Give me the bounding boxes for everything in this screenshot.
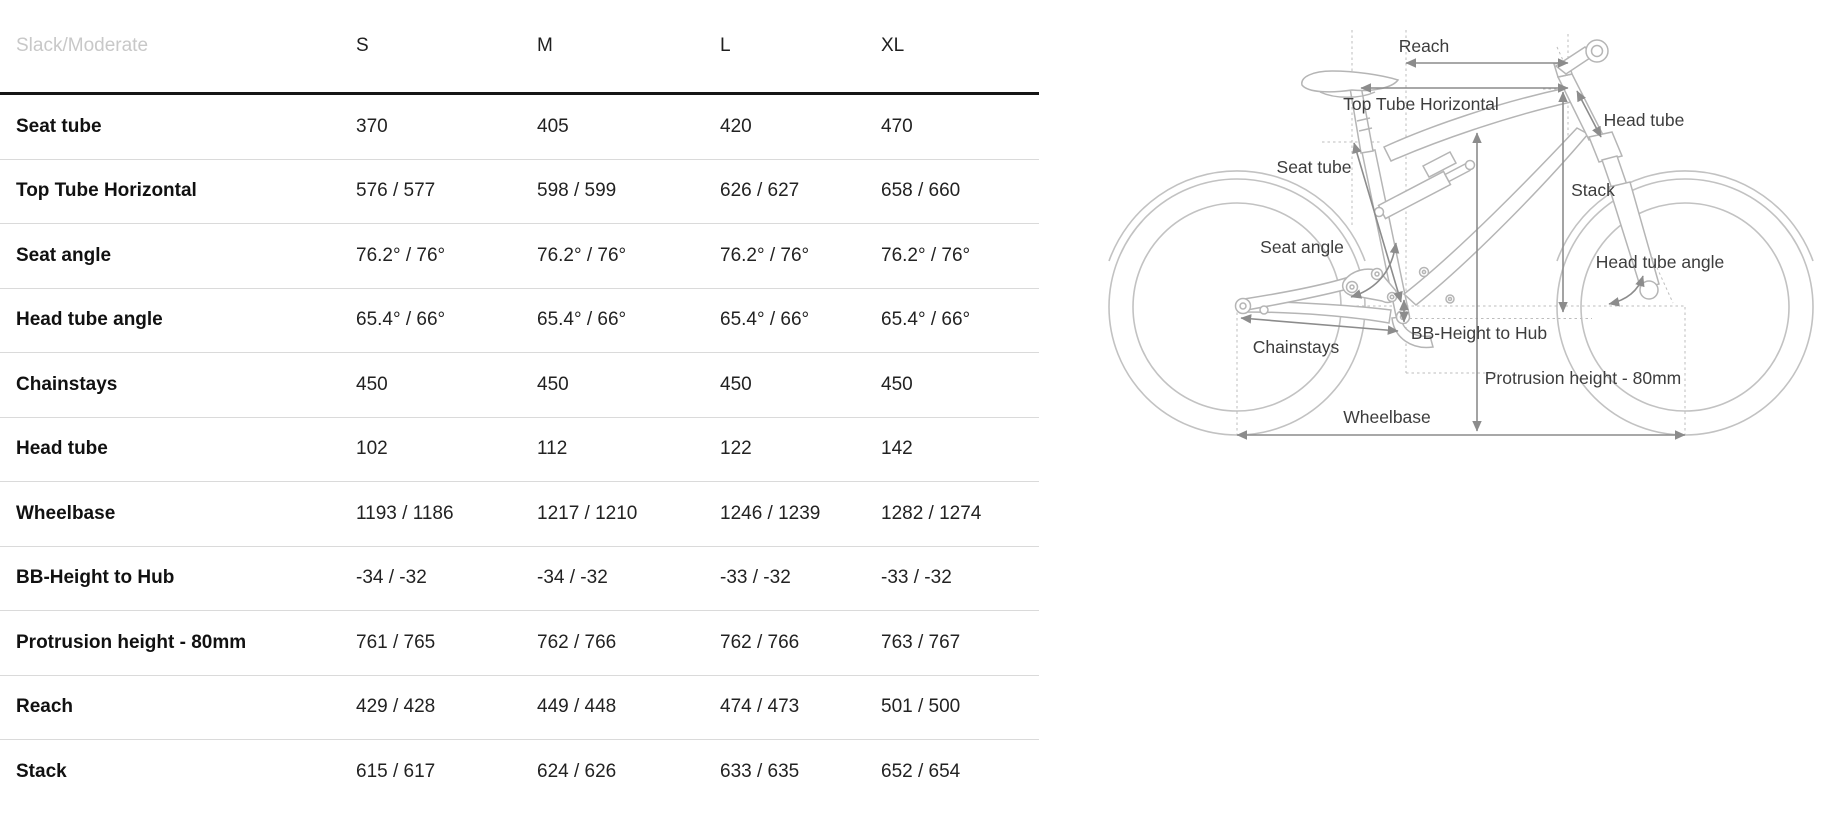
protrusion-height-label: Protrusion height - 80mm	[1484, 368, 1682, 388]
column-header-xl: XL	[881, 35, 905, 56]
cell-value: 450	[720, 373, 752, 395]
geometry-table-body	[0, 95, 1039, 804]
cell-value: 763 / 767	[881, 631, 961, 653]
cell-value: 405	[537, 115, 569, 137]
cell-value: 598 / 599	[537, 180, 617, 202]
table-row	[0, 417, 1039, 482]
cell-value: -34 / -32	[537, 567, 608, 589]
table-row	[0, 95, 1039, 159]
row-label: Top Tube Horizontal	[16, 180, 197, 202]
cell-value: 761 / 765	[356, 631, 436, 653]
cell-value: -33 / -32	[720, 567, 791, 589]
row-label: Head tube	[16, 438, 108, 460]
cell-value: 762 / 766	[720, 631, 800, 653]
table-row	[0, 481, 1039, 546]
row-label: Seat angle	[16, 244, 112, 266]
cell-value: 65.4° / 66°	[356, 309, 446, 331]
cell-value: 449 / 448	[537, 696, 617, 718]
cell-value: 420	[720, 115, 752, 137]
seat-angle-label: Seat angle	[1260, 237, 1344, 257]
cell-value: 658 / 660	[881, 180, 961, 202]
cell-value: 1282 / 1274	[881, 502, 982, 524]
cell-value: 450	[881, 373, 913, 395]
cell-value: 112	[537, 438, 568, 460]
cell-value: 1217 / 1210	[537, 502, 638, 524]
cell-value: 1193 / 1186	[356, 502, 454, 524]
cell-value: 626 / 627	[720, 180, 800, 202]
column-header-s: S	[356, 35, 369, 56]
table-row	[0, 159, 1039, 224]
row-label: Wheelbase	[16, 502, 116, 524]
top-tube-horizontal-label: Top Tube Horizontal	[1343, 94, 1499, 114]
bb-height-to-hub-label: BB-Height to Hub	[1410, 323, 1548, 343]
cell-value: 624 / 626	[537, 760, 617, 782]
head-tube-angle-label: Head tube angle	[1595, 252, 1725, 272]
cell-value: 762 / 766	[537, 631, 617, 653]
cell-value: 65.4° / 66°	[881, 309, 971, 331]
row-label: BB-Height to Hub	[16, 567, 175, 589]
geometry-table-header	[0, 0, 1039, 95]
cell-value: 122	[720, 438, 752, 460]
cell-value: 501 / 500	[881, 696, 961, 718]
wheelbase-label: Wheelbase	[1343, 407, 1431, 427]
cell-value: 615 / 617	[356, 760, 436, 782]
cell-value: 470	[881, 115, 913, 137]
cell-value: 450	[537, 373, 569, 395]
cell-value: -34 / -32	[356, 567, 427, 589]
bike-geometry-diagram	[1040, 0, 1828, 470]
column-header-l: L	[720, 35, 731, 56]
table-row	[0, 546, 1039, 611]
table-row	[0, 352, 1039, 417]
cell-value: 370	[356, 115, 388, 137]
column-header-m: M	[537, 35, 553, 56]
row-label: Reach	[16, 696, 74, 718]
cell-value: 65.4° / 66°	[720, 309, 810, 331]
cell-value: -33 / -32	[881, 567, 952, 589]
row-label: Head tube angle	[16, 309, 163, 331]
table-row	[0, 288, 1039, 353]
seat-tube-label: Seat tube	[1276, 157, 1352, 177]
cell-value: 102	[356, 438, 388, 460]
cell-value: 76.2° / 76°	[720, 244, 810, 266]
cell-value: 450	[356, 373, 388, 395]
cell-value: 652 / 654	[881, 760, 961, 782]
bike-diagram-svg	[1040, 0, 1828, 470]
table-row	[0, 610, 1039, 675]
cell-value: 76.2° / 76°	[356, 244, 446, 266]
cell-value: 474 / 473	[720, 696, 800, 718]
cell-value: 76.2° / 76°	[881, 244, 971, 266]
reach-label: Reach	[1398, 36, 1450, 56]
cell-value: 1246 / 1239	[720, 502, 821, 524]
cell-value: 633 / 635	[720, 760, 800, 782]
table-row	[0, 739, 1039, 804]
table-row	[0, 223, 1039, 288]
stack-label: Stack	[1571, 180, 1615, 200]
cell-value: 142	[881, 438, 913, 460]
row-label: Seat tube	[16, 115, 102, 137]
row-label: Protrusion height - 80mm	[16, 631, 247, 653]
cell-value: 65.4° / 66°	[537, 309, 627, 331]
cell-value: 576 / 577	[356, 180, 436, 202]
row-label: Stack	[16, 760, 67, 782]
table-row	[0, 675, 1039, 740]
cell-value: 429 / 428	[356, 696, 436, 718]
chainstays-label: Chainstays	[1252, 337, 1340, 357]
cell-value: 76.2° / 76°	[537, 244, 627, 266]
table-mode-label: Slack/Moderate	[16, 35, 149, 56]
head-tube-label: Head tube	[1603, 110, 1685, 130]
row-label: Chainstays	[16, 373, 118, 395]
